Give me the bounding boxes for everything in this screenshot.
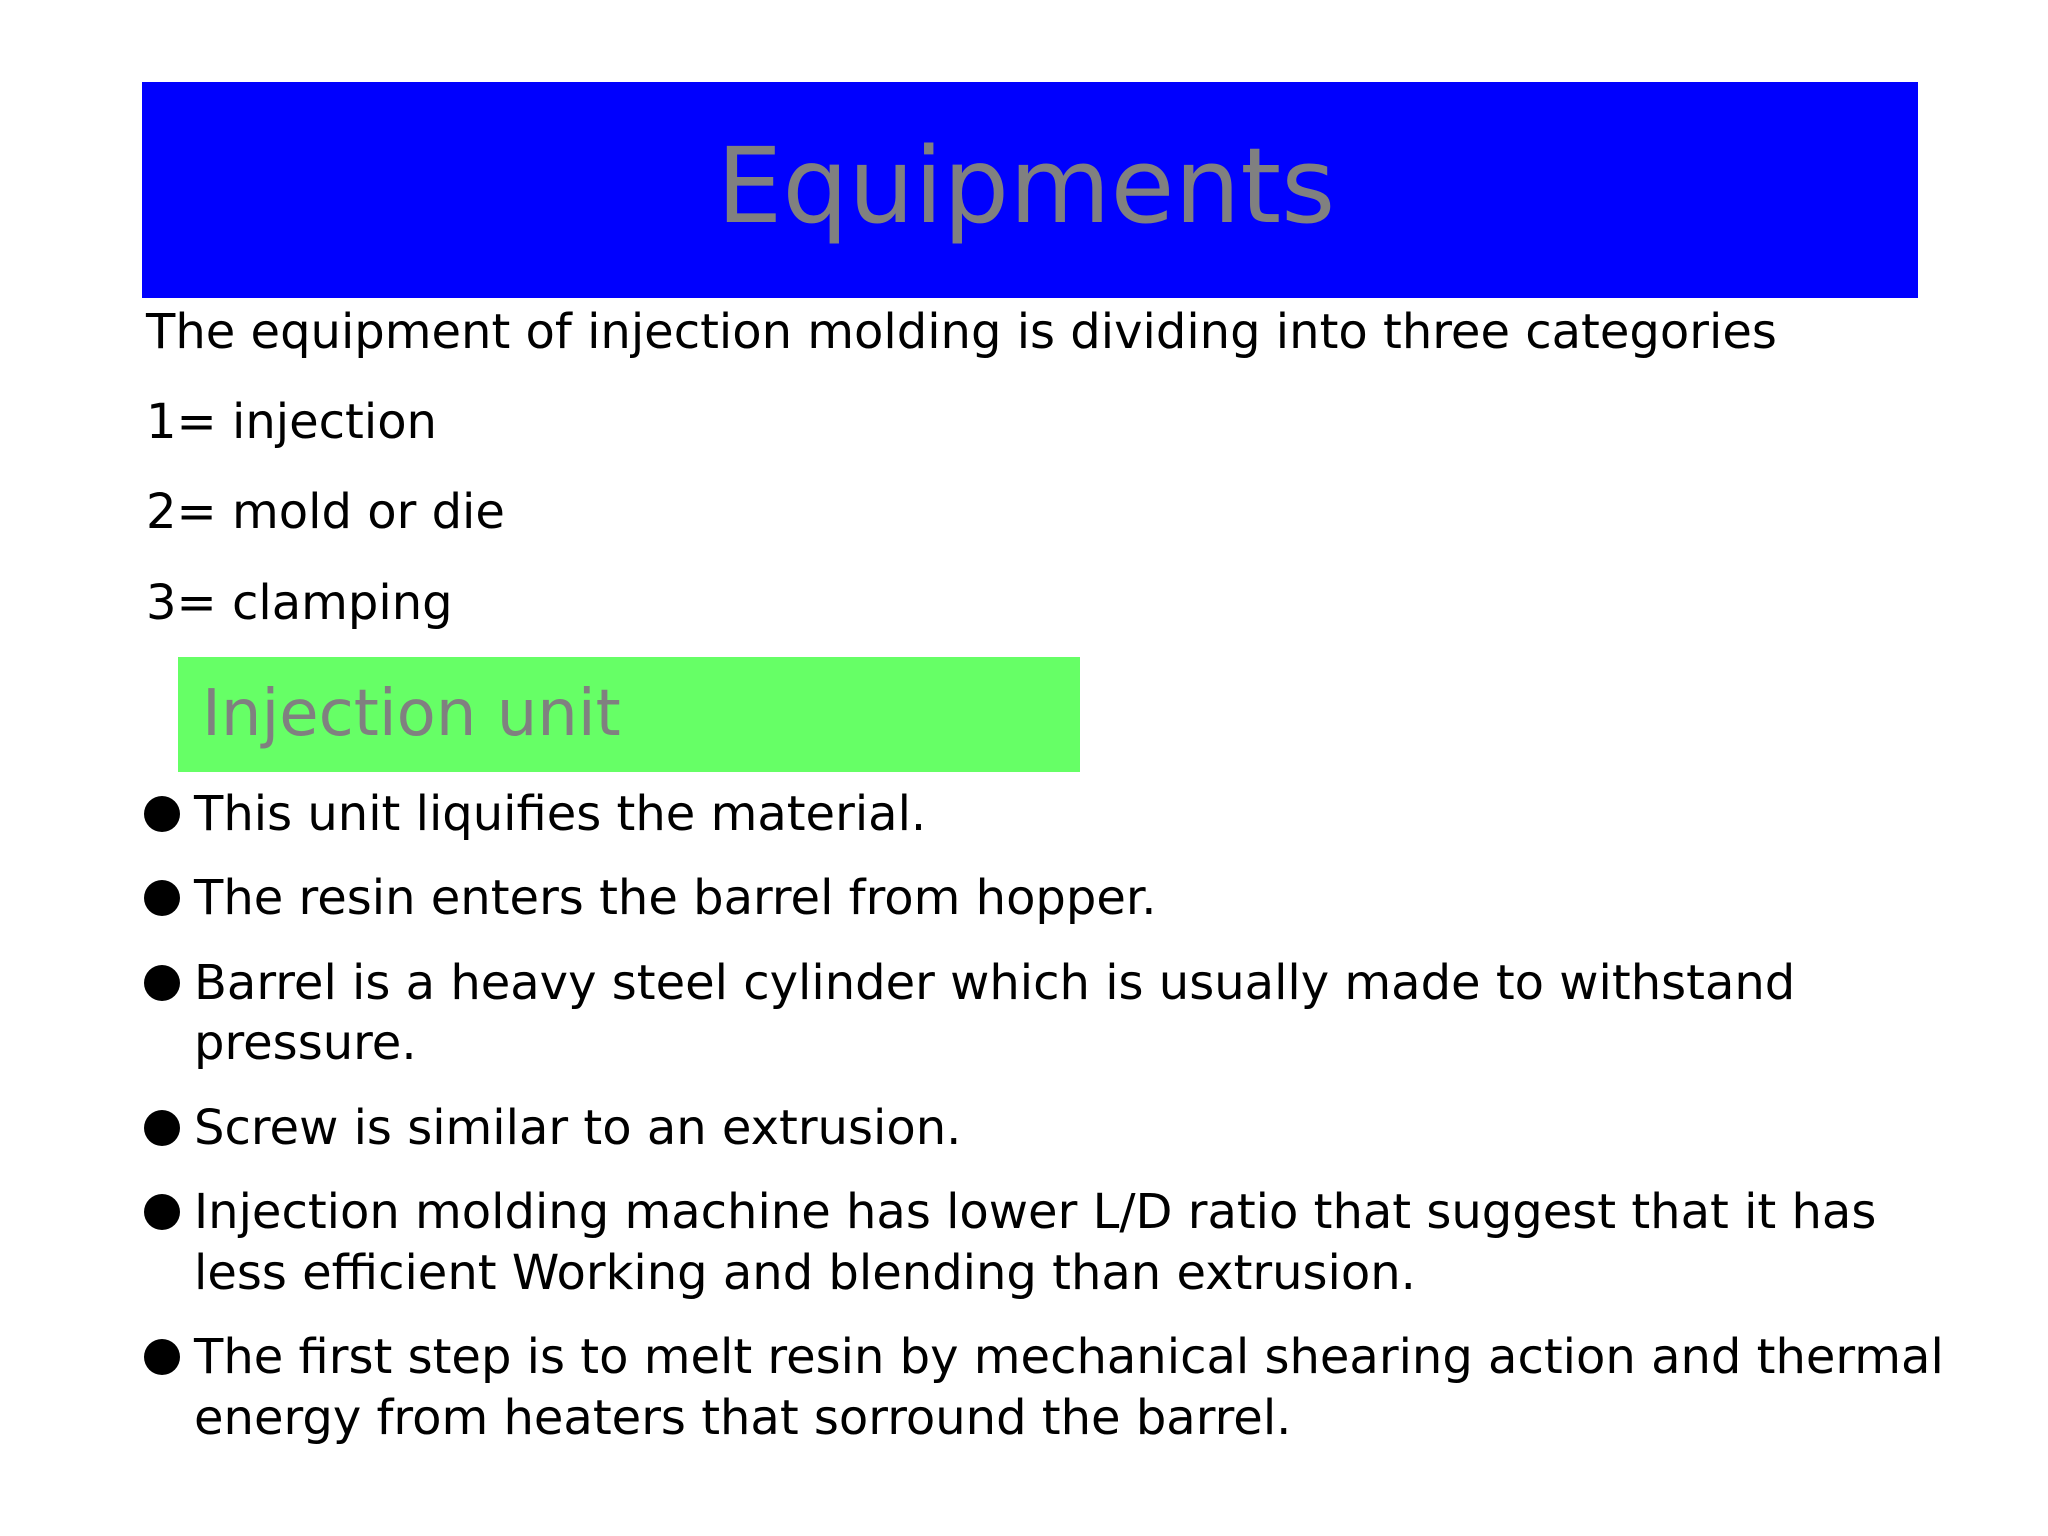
bullet-list (144, 784, 1964, 1472)
bullet-item (144, 1182, 1964, 1303)
bullet-icon (144, 796, 180, 832)
bullet-text: Screw is similar to an extrusion. (194, 1099, 962, 1156)
bullet-icon (144, 1339, 180, 1375)
title-bar (142, 82, 1918, 298)
bullet-icon (144, 965, 180, 1001)
bullet-item (144, 953, 1964, 1074)
bullet-icon (144, 880, 180, 916)
bullet-text: Injection molding machine has lower L/D ratio that suggest that it has less efficient Working and blending than extrusion. (194, 1184, 1877, 1301)
bullet-text: Barrel is a heavy steel cylinder which is usually made to withstand pressure. (194, 954, 1796, 1072)
bullet-text: The first step is to melt resin by mechanical shearing action and thermal energy from heaters that sorround the barrel. (194, 1329, 1944, 1446)
category-injection: 1= injection (146, 394, 437, 450)
bullet-icon (144, 1194, 180, 1230)
category-mold: 2= mold or die (146, 484, 505, 540)
intro-text: The equipment of injection molding is dividing into three categories (146, 304, 1777, 360)
bullet-item (144, 1327, 1964, 1448)
bullet-icon (144, 1110, 180, 1146)
bullet-item (144, 1098, 1964, 1158)
category-clamping: 3= clamping (146, 575, 453, 631)
bullet-text: The resin enters the barrel from hopper. (194, 870, 1157, 927)
slide-title: Equipments (716, 125, 1336, 247)
subheading: Injection unit (202, 676, 621, 751)
bullet-item (144, 784, 1964, 844)
bullet-item (144, 868, 1964, 928)
subheading-box (178, 657, 1080, 772)
bullet-text: This unit liquifies the material. (194, 786, 927, 842)
